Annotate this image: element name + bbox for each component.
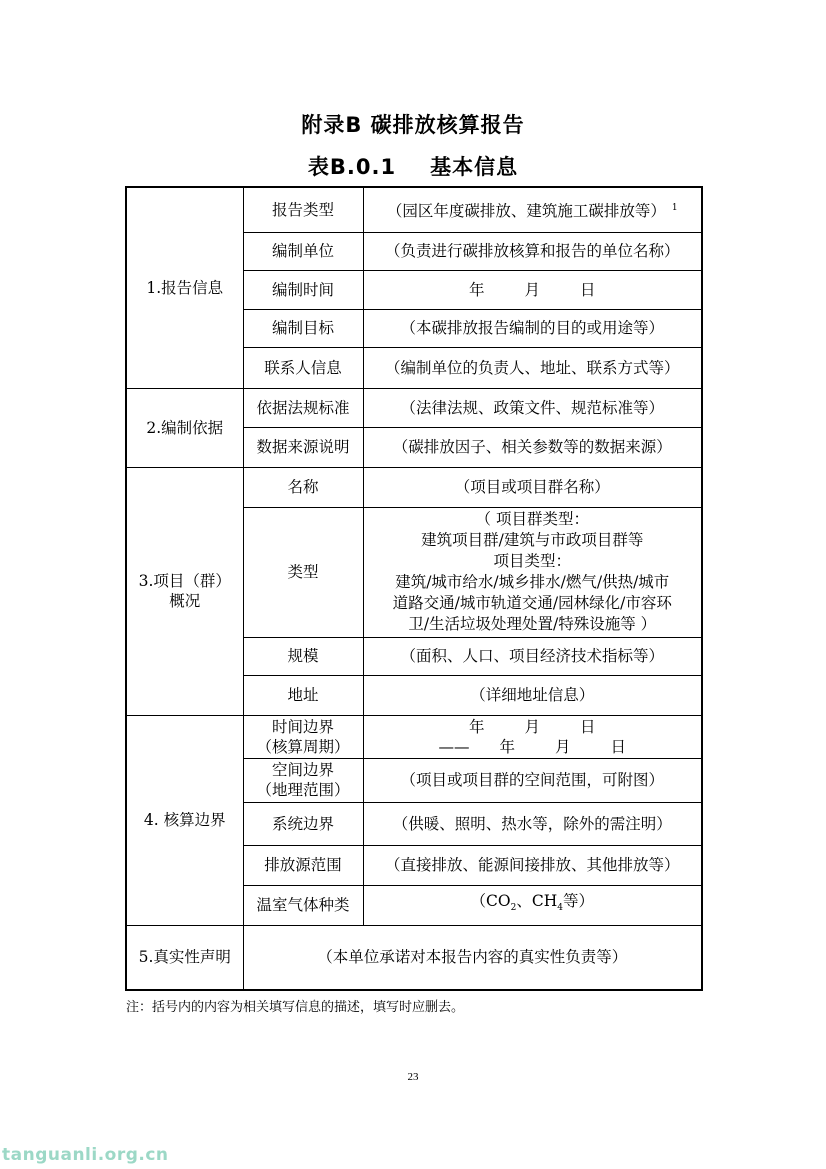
field-report-type: 报告类型 bbox=[243, 187, 363, 232]
value-contact-info: （编制单位的负责人、地址、联系方式等） bbox=[363, 347, 702, 388]
field-emission-scope: 排放源范围 bbox=[243, 845, 363, 885]
value-project-name: （项目或项目群名称） bbox=[363, 467, 702, 507]
watermark: tanguanli.org.cn bbox=[2, 1145, 169, 1165]
section-boundary: 4. 核算边界 bbox=[126, 715, 243, 925]
field-compiling-time: 编制时间 bbox=[243, 270, 363, 309]
field-project-scale: 规模 bbox=[243, 637, 363, 675]
field-contact-info: 联系人信息 bbox=[243, 347, 363, 388]
value-space-boundary: （项目或项目群的空间范围，可附图） bbox=[363, 758, 702, 802]
value-time-boundary: 年 月 日 —— 年 月 日 bbox=[363, 715, 702, 758]
field-project-type: 类型 bbox=[243, 507, 363, 637]
footnote: 注：括号内的内容为相关填写信息的描述，填写时应删去。 bbox=[126, 1000, 465, 1015]
value-report-type: （园区年度碳排放、建筑施工碳排放等） $^1$ bbox=[363, 187, 702, 232]
field-system-boundary: 系统边界 bbox=[243, 802, 363, 845]
field-space-boundary: 空间边界 （地理范围） bbox=[243, 758, 363, 802]
table-number: 表B.0.1 bbox=[307, 155, 397, 179]
table-row bbox=[126, 467, 702, 507]
page-number: 23 bbox=[407, 1071, 419, 1083]
field-standards: 依据法规标准 bbox=[243, 388, 363, 427]
document-title: 附录B 碳排放核算报告 bbox=[301, 113, 525, 137]
section-declaration: 5.真实性声明 bbox=[126, 925, 243, 990]
value-project-address: （详细地址信息） bbox=[363, 675, 702, 715]
value-compiling-time: 年 月 日 bbox=[363, 270, 702, 309]
table-caption: 基本信息 bbox=[430, 155, 519, 179]
table-row bbox=[126, 388, 702, 427]
table-title bbox=[0, 151, 826, 181]
field-data-source: 数据来源说明 bbox=[243, 427, 363, 467]
table-row bbox=[126, 715, 702, 758]
field-time-boundary: 时间边界 （核算周期） bbox=[243, 715, 363, 758]
value-system-boundary: （供暖、照明、热水等，除外的需注明） bbox=[363, 802, 702, 845]
field-compiling-goal: 编制目标 bbox=[243, 309, 363, 347]
value-standards: （法律法规、政策文件、规范标准等） bbox=[363, 388, 702, 427]
value-ghg-type: （$CO_2$、$CH_4$等） bbox=[363, 885, 702, 925]
value-project-scale: （面积、人口、项目经济技术指标等） bbox=[363, 637, 702, 675]
footnote-marker: 1 bbox=[671, 203, 678, 214]
section-project: 3.项目（群） 概况 bbox=[126, 467, 243, 715]
value-compiling-goal: （本碳排放报告编制的目的或用途等） bbox=[363, 309, 702, 347]
table-row bbox=[126, 187, 702, 232]
section-basis: 2.编制依据 bbox=[126, 388, 243, 467]
field-project-address: 地址 bbox=[243, 675, 363, 715]
table-row bbox=[126, 925, 702, 990]
value-project-type: （ 项目群类型： 建筑项目群/建筑与市政项目群等 项目类型： 建筑/城市给水/城乡排水/燃气/供热/城市 道路交通/城市轨道交通/园林绿化/市容环 卫/生活垃圾处理处置/特殊设施等 ） bbox=[363, 507, 702, 637]
section-report-info: 1.报告信息 bbox=[126, 187, 243, 388]
value-declaration: （本单位承诺对本报告内容的真实性负责等） bbox=[243, 925, 702, 990]
field-ghg-type: 温室气体种类 bbox=[243, 885, 363, 925]
value-emission-scope: （直接排放、能源间接排放、其他排放等） bbox=[363, 845, 702, 885]
field-project-name: 名称 bbox=[243, 467, 363, 507]
value-compiling-unit: （负责进行碳排放核算和报告的单位名称） bbox=[363, 232, 702, 270]
basic-info-table bbox=[125, 186, 703, 991]
field-compiling-unit: 编制单位 bbox=[243, 232, 363, 270]
value-data-source: （碳排放因子、相关参数等的数据来源） bbox=[363, 427, 702, 467]
